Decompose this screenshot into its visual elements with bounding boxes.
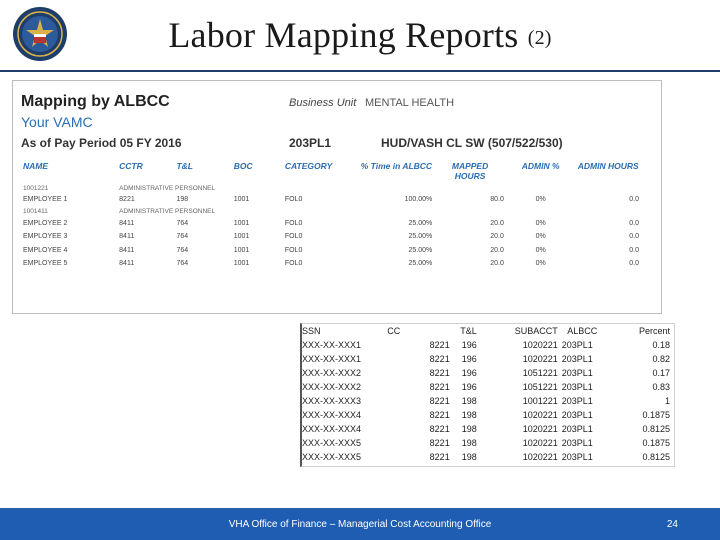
cell: EMPLOYEE 1 <box>23 196 68 204</box>
table-row <box>300 436 672 450</box>
cell: 764 <box>176 219 189 227</box>
col-pct-time: % Time in ALBCC <box>360 161 433 171</box>
ssn-cell: XXX-XX-XXX4 <box>302 410 362 420</box>
percent-cell: 0.1875 <box>642 410 670 420</box>
percent-cell: 0.18 <box>652 340 670 350</box>
header-divider <box>0 70 720 72</box>
report-table <box>21 161 641 271</box>
percent-cell: 1 <box>664 396 670 406</box>
cell: 764 <box>176 246 189 254</box>
cell: 25.00% <box>408 219 433 227</box>
percent-header: Percent <box>638 326 670 336</box>
cell: 20.0 <box>490 246 504 254</box>
albcc-header: ALBCC <box>567 326 598 336</box>
tl-cell: 196 <box>461 340 477 350</box>
tl-cell: 198 <box>461 396 477 406</box>
albcc-cell: 203PL1 <box>561 410 593 420</box>
col-cctr: CCTR <box>119 161 143 171</box>
cell: 0.0 <box>629 196 639 204</box>
cell: 0% <box>535 246 546 254</box>
report-screenshot <box>12 80 662 314</box>
cell: 1001 <box>233 196 250 204</box>
albcc-cell: 203PL1 <box>561 424 593 434</box>
cell: 764 <box>176 233 189 241</box>
cell: 8411 <box>119 246 135 254</box>
subacct-cell: 1001221 <box>522 396 558 406</box>
report-header-row <box>21 161 641 183</box>
table-row <box>300 338 672 352</box>
report-period: As of Pay Period 05 FY 2016 <box>21 136 182 150</box>
table-row <box>300 352 672 366</box>
cell: 0.0 <box>629 219 639 227</box>
cell: FOL0 <box>284 196 303 204</box>
cell: 20.0 <box>490 233 504 241</box>
cell: 0.0 <box>629 246 639 254</box>
ssn-cell: XXX-XX-XXX2 <box>302 368 362 378</box>
cell: 1001 <box>233 233 250 241</box>
cell: 0% <box>535 219 546 227</box>
cell: 100.00% <box>404 196 433 204</box>
cell: 0.0 <box>629 233 639 241</box>
subacct-cell: 1020221 <box>522 340 558 350</box>
albcc-cell: 203PL1 <box>561 452 593 462</box>
cell: 0% <box>535 260 546 268</box>
cell: 8221 <box>119 196 135 204</box>
tl-cell: 198 <box>461 424 477 434</box>
cc-cell: 8221 <box>429 396 450 406</box>
col-category: CATEGORY <box>284 161 333 171</box>
cc-cell: 8221 <box>429 340 450 350</box>
cc-cell: 8221 <box>429 354 450 364</box>
slide-title: Labor Mapping Reports (2) <box>168 15 552 55</box>
ssn-header-row <box>300 324 672 338</box>
subacct-cell: 1020221 <box>522 354 558 364</box>
report-subtitle: Your VAMC <box>21 114 93 130</box>
group-label: 1001411 <box>23 208 48 215</box>
albcc-description: HUD/VASH CL SW (507/522/530) <box>381 136 563 150</box>
col-boc: BOC <box>233 161 253 171</box>
page-number: 24 <box>666 519 678 530</box>
cell: 0% <box>535 196 546 204</box>
ssn-cell: XXX-XX-XXX2 <box>302 382 362 392</box>
cc-cell: 8221 <box>429 382 450 392</box>
col-admin-pct: ADMIN % <box>521 161 560 171</box>
cc-cell: 8221 <box>429 438 450 448</box>
percent-cell: 0.8125 <box>642 452 670 462</box>
albcc-cell: 203PL1 <box>561 438 593 448</box>
table-row <box>300 422 672 436</box>
subacct-cell: 1020221 <box>522 410 558 420</box>
subacct-cell: 1051221 <box>522 382 558 392</box>
cell: 0.0 <box>629 260 639 268</box>
cell: 20.0 <box>490 260 504 268</box>
table-row <box>21 257 641 271</box>
cell: 80.0 <box>490 196 504 204</box>
table-row <box>300 394 672 408</box>
cell: 764 <box>176 260 189 268</box>
cell: 8411 <box>119 219 135 227</box>
cell: 198 <box>176 196 189 204</box>
cc-cell: 8221 <box>429 452 450 462</box>
ssn-cell: XXX-XX-XXX3 <box>302 396 362 406</box>
cc-cell: 8221 <box>429 424 450 434</box>
cell: EMPLOYEE 4 <box>23 246 68 254</box>
tl-cell: 196 <box>461 354 477 364</box>
slide-footer <box>0 510 720 540</box>
cc-header: CC <box>387 326 401 336</box>
subacct-cell: 1051221 <box>522 368 558 378</box>
albcc-cell: 203PL1 <box>561 340 593 350</box>
tl-cell: 198 <box>461 410 477 420</box>
cell: 0% <box>535 233 546 241</box>
ssn-mapping-table <box>300 324 672 464</box>
albcc-cell: 203PL1 <box>561 368 593 378</box>
cell: 8411 <box>119 260 135 268</box>
subacct-header: SUBACCT <box>514 326 558 336</box>
col-mapped-hours: MAPPED HOURS <box>451 161 489 181</box>
albcc-cell: 203PL1 <box>561 354 593 364</box>
cell: 20.0 <box>490 219 504 227</box>
table-row <box>300 380 672 394</box>
report-title: Mapping by ALBCC <box>21 93 170 110</box>
percent-cell: 0.17 <box>652 368 670 378</box>
subacct-cell: 1020221 <box>522 452 558 462</box>
ssn-cell: XXX-XX-XXX4 <box>302 424 362 434</box>
group-row <box>21 183 641 193</box>
ssn-cell: XXX-XX-XXX1 <box>302 340 362 350</box>
cell: FOL0 <box>284 246 303 254</box>
cc-cell: 8221 <box>429 368 450 378</box>
table-row <box>21 244 641 258</box>
albcc-cell: 203PL1 <box>561 396 593 406</box>
percent-cell: 0.1875 <box>642 438 670 448</box>
cell: 25.00% <box>408 233 433 241</box>
cell: EMPLOYEE 3 <box>23 233 68 241</box>
cell: 1001 <box>233 246 250 254</box>
tl-cell: 196 <box>461 368 477 378</box>
col-tl: T&L <box>176 161 193 171</box>
percent-cell: 0.8125 <box>642 424 670 434</box>
subacct-cell: 1020221 <box>522 424 558 434</box>
cell: EMPLOYEE 2 <box>23 219 68 227</box>
table-row <box>21 193 641 207</box>
col-name: NAME <box>23 161 49 171</box>
ssn-cell: XXX-XX-XXX5 <box>302 438 362 448</box>
business-unit-value: MENTAL HEALTH <box>365 97 455 109</box>
slide-header <box>0 0 720 72</box>
ssn-cell: XXX-XX-XXX1 <box>302 354 362 364</box>
cell: EMPLOYEE 5 <box>23 260 68 268</box>
subacct-cell: 1020221 <box>522 438 558 448</box>
percent-cell: 0.82 <box>652 354 670 364</box>
table-row <box>21 217 641 231</box>
albcc-cell: 203PL1 <box>561 382 593 392</box>
footer-text: VHA Office of Finance – Managerial Cost Accounting Office <box>228 519 492 530</box>
group-category: ADMINISTRATIVE PERSONNEL <box>119 208 216 215</box>
col-admin-hours: ADMIN HOURS <box>577 161 639 171</box>
group-category: ADMINISTRATIVE PERSONNEL <box>119 184 216 192</box>
group-row <box>21 207 641 217</box>
table-row <box>300 450 672 464</box>
table-row <box>21 230 641 244</box>
cell: 25.00% <box>408 246 433 254</box>
ssn-header: SSN <box>302 326 321 336</box>
cell: FOL0 <box>284 233 303 241</box>
tl-cell: 198 <box>461 452 477 462</box>
table-row <box>300 408 672 422</box>
cell: 1001 <box>233 260 250 268</box>
cell: FOL0 <box>284 260 303 268</box>
albcc-code: 203PL1 <box>289 136 332 150</box>
ssn-cell: XXX-XX-XXX5 <box>302 452 362 462</box>
cc-cell: 8221 <box>429 410 450 420</box>
tl-cell: 198 <box>461 438 477 448</box>
cell: 8411 <box>119 233 135 241</box>
percent-cell: 0.83 <box>652 382 670 392</box>
cell: FOL0 <box>284 219 303 227</box>
tl-cell: 196 <box>461 382 477 392</box>
tl-header: T&L <box>460 326 477 336</box>
cell: 1001 <box>233 219 250 227</box>
cell: 25.00% <box>408 260 433 268</box>
table-row <box>300 366 672 380</box>
group-label: 1001221 <box>23 184 49 192</box>
business-unit-label: Business Unit <box>289 97 357 109</box>
